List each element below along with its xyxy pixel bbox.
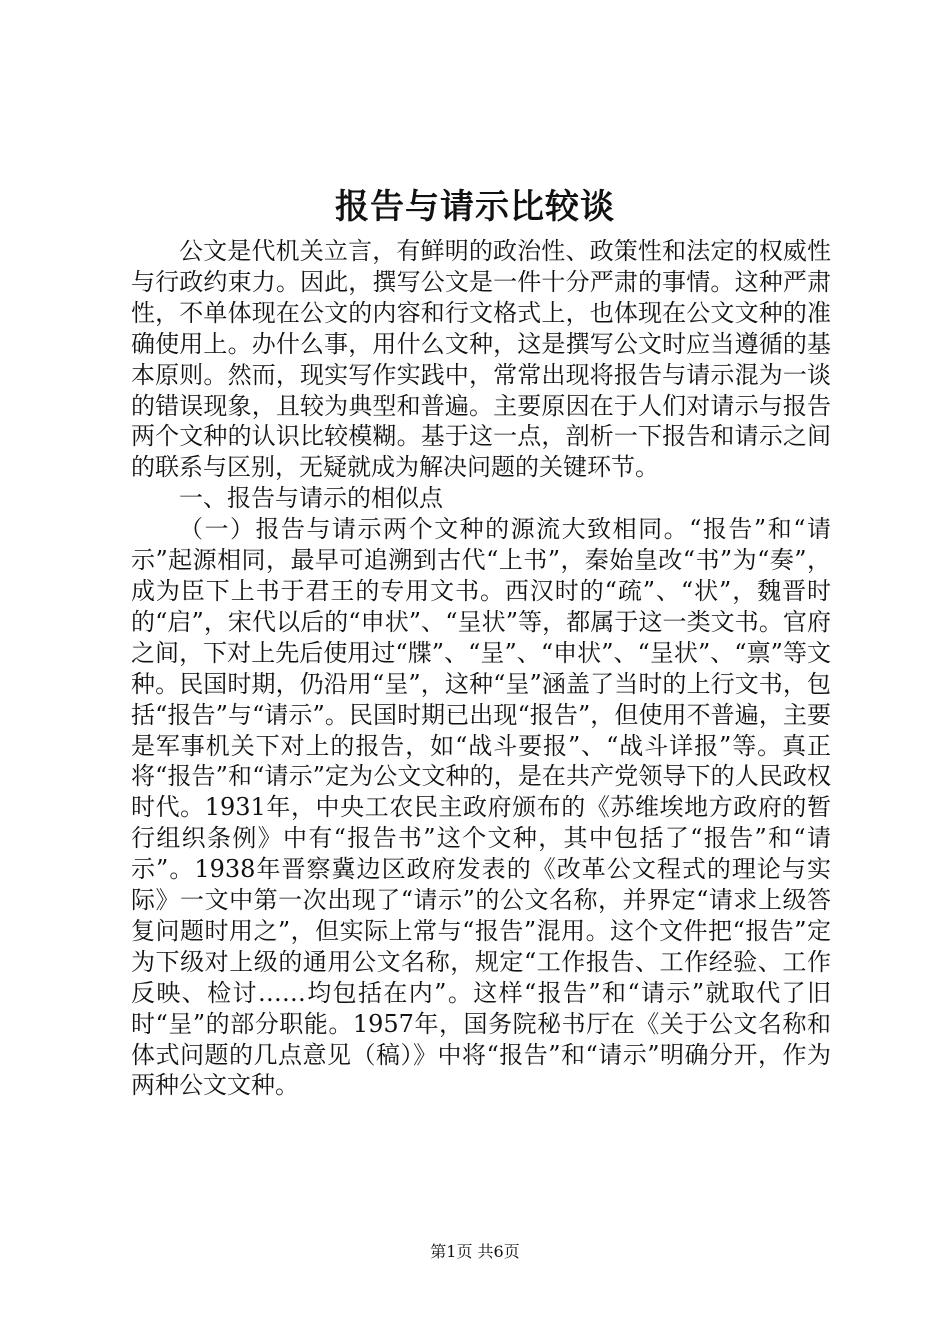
paragraph-intro: 公文是代机关立言，有鲜明的政治性、政策性和法定的权威性与行政约束力。因此，撰写公文是一件十分严肃的事情。这种严肃性，不单体现在公文的内容和行文格式上，也体现在公文文种的准确使用上。办什么事，用什么文种，这是撰写公文时应当遵循的基本原则。然而，现实写作实践中，常常出现将报告与请示混为一谈的错误现象，且较为典型和普遍。主要原因在于人们对请示与报告两个文种的认识比较模糊。基于这一点，剖析一下报告和请示之间的联系与区别，无疑就成为解决问题的关键环节。	[131, 237, 831, 482]
section-heading-similarities: 一、报告与请示的相似点	[179, 484, 443, 513]
document-title: 报告与请示比较谈	[335, 187, 615, 227]
document-body	[131, 236, 831, 1101]
paragraph-origin: （一）报告与请示两个文种的源流大致相同。“报告”和“请示”起源相同，最早可追溯到古代“上书”，秦始皇改“书”为“奏”，成为臣下上书于君王的专用文书。西汉时的“疏”、“状”，魏晋时的“启”，宋代以后的“申状”、“呈状”等，都属于这一类文书。官府之间，下对上先后使用过“牒”、“呈”、“申状”、“呈状”、“禀”等文种。民国时期，仍沿用“呈”，这种“呈”涵盖了当时的上行文书，包括“报告”与“请示”。民国时期已出现“报告”，但使用不普遍，主要是军事机关下对上的报告，如“战斗要报”、“战斗详报”等。真正将“报告”和“请示”定为公文文种的，是在共产党领导下的人民政权时代。1931年，中央工农民主政府颁布的《苏维埃地方政府的暂行组织条例》中有“报告书”这个文种，其中包括了“报告”和“请示”。1938年晋察冀边区政府发表的《改革公文程式的理论与实际》一文中第一次出现了“请示”的公文名称，并界定“请求上级答复问题时用之”，但实际上常与“报告”混用。这个文件把“报告”定为下级对上级的通用公文名称，规定“工作报告、工作经验、工作反映、检讨……均包括在内”。这样“报告”和“请示”就取代了旧时“呈”的部分职能。1957年，国务院秘书厅在《关于公文名称和体式问题的几点意见（稿）》中将“报告”和“请示”明确分开，作为两种公文文种。	[131, 515, 831, 1100]
page-footer: 第1页 共6页	[430, 1242, 520, 1261]
